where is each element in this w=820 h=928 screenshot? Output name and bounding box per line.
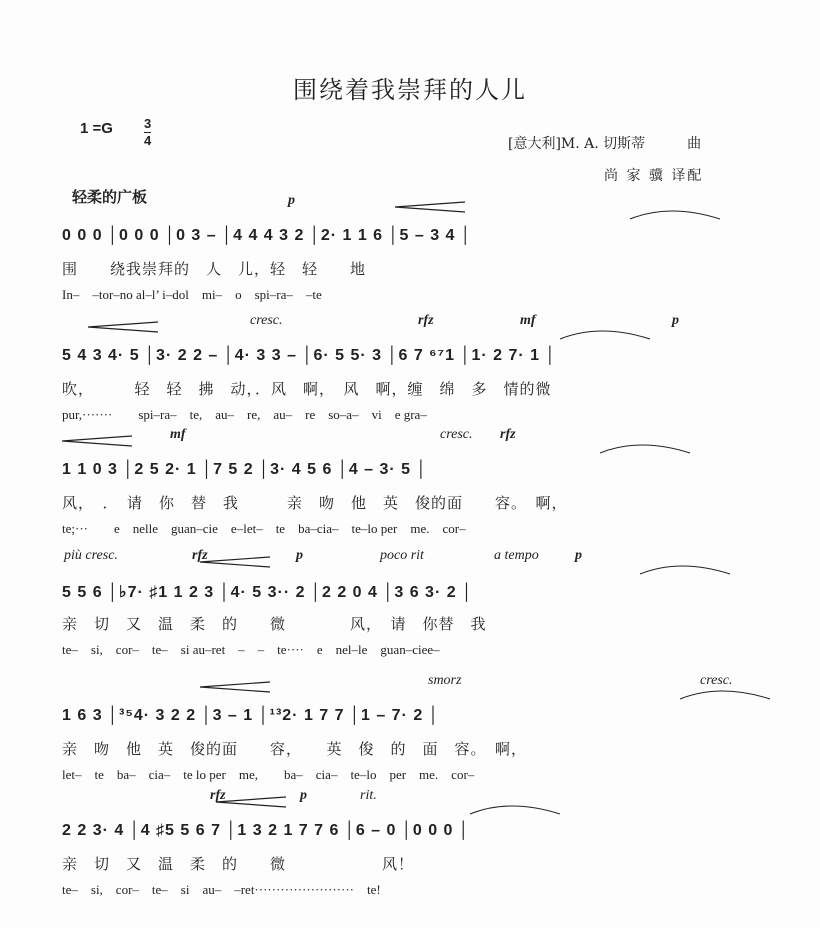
tempo-marking: 轻柔的广板 (72, 188, 148, 206)
lyrics-italian: te– si, cor– te– si au– –ret······················· te! (62, 882, 381, 897)
slur (600, 445, 690, 453)
composer-credit: [意大利]M. A. 切斯蒂 曲 (508, 136, 702, 152)
notation-line: 1 1 0 3 │2 5 2· 1 │7 5 2 │3· 4 5 6 │4 – 3· 5 │ (62, 461, 428, 478)
hairpin (216, 797, 286, 807)
slur (680, 691, 770, 699)
lyrics-chinese: 亲 切 又 温 柔 的 微 风， 请 你替 我 (62, 615, 487, 633)
song-title: 围绕着我崇拜的人儿 (293, 76, 527, 104)
dynamic-mark: più cresc. (64, 548, 118, 563)
dynamic-mark: poco rit (380, 548, 424, 563)
time-signature-top: 3 (144, 116, 152, 131)
hairpin (62, 436, 132, 446)
translator-credit: 尚 家 骥 译配 (604, 168, 704, 184)
lyrics-chinese: 围 绕我崇拜的 人 儿，轻 轻 地 (62, 260, 367, 278)
notation-line: 0 0 0 │0 0 0 │0 3 – │4 4 4 3 2 │2· 1 1 6 │5 – 3 4 │ (62, 227, 472, 244)
slur (630, 211, 720, 219)
dynamic-mark: rfz (418, 313, 434, 328)
slur (640, 566, 730, 574)
dynamic-mark: p (300, 788, 307, 803)
dynamic-mark: p (288, 193, 295, 208)
lyrics-italian: In– –tor–no al–l’ i–dol mi– o spi–ra– –te (62, 287, 322, 302)
slur (470, 806, 560, 814)
time-signature-bottom: 4 (144, 133, 152, 148)
dynamic-mark: rit. (360, 788, 377, 803)
notation-line: 1 6 3 │³⁵4· 3 2 2 │3 – 1 │¹³2· 1 7 7 │1 – 7· 2 │ (62, 707, 440, 724)
notation-line: 2 2 3· 4 │4 ♯5 5 6 7 │1 3 2 1 7 7 6 │6 – 0 │0 0 0 │ (62, 822, 470, 839)
dynamic-mark: smorz (428, 673, 462, 688)
hairpin (88, 322, 158, 332)
notation-line: 5 5 6 │♭7· ♯1 1 2 3 │4· 5 3·· 2 │2 2 0 4 │3 6 3· 2 │ (62, 584, 474, 601)
lyrics-italian: te– si, cor– te– si au–ret – – te···· e nel–le guan–ciee– (62, 642, 440, 657)
hairpin (200, 682, 270, 692)
key-signature: 1 =G (80, 120, 113, 137)
lyrics-italian: te;··· e nelle guan–cie e–let– te ba–cia– te–lo per me. cor– (62, 521, 466, 536)
dynamic-mark: p (575, 548, 582, 563)
dynamic-mark: a tempo (494, 548, 539, 563)
dynamic-mark: p (296, 548, 303, 563)
dynamic-mark: mf (170, 427, 186, 442)
hairpin (395, 202, 465, 212)
dynamic-mark: cresc. (250, 313, 283, 328)
notation-line: 5 4 3 4· 5 │3· 2 2 – │4· 3 3 – │6· 5 5· 3 │6 7 ⁶⁷1 │1· 2 7· 1 │ (62, 347, 557, 364)
lyrics-italian: let– te ba– cia– te lo per me, ba– cia– te–lo per me. cor– (62, 767, 475, 782)
dynamic-mark: p (672, 313, 679, 328)
lyrics-chinese: 亲 切 又 温 柔 的 微 风！ (62, 855, 415, 873)
dynamic-mark: rfz (500, 427, 516, 442)
lyrics-chinese: 风， ． 请 你 替 我 亲 吻 他 英 俊的面 容。 啊， (62, 494, 568, 512)
lyrics-italian: pur,······· spi–ra– te, au– re, au– re so–a– vi e gra– (62, 407, 427, 422)
slur (560, 331, 650, 339)
hairpin (200, 557, 270, 567)
dynamic-mark: rfz (192, 548, 208, 563)
dynamic-mark: cresc. (440, 427, 473, 442)
dynamic-mark: cresc. (700, 673, 733, 688)
lyrics-chinese: 亲 吻 他 英 俊的面 容， 英 俊 的 面 容。 啊， (62, 740, 528, 758)
lyrics-chinese: 吹， 轻 轻 拂 动，．风 啊， 风 啊，缠 绵 多 情的微 (62, 380, 552, 398)
dynamic-mark: rfz (210, 788, 226, 803)
dynamic-mark: mf (520, 313, 536, 328)
